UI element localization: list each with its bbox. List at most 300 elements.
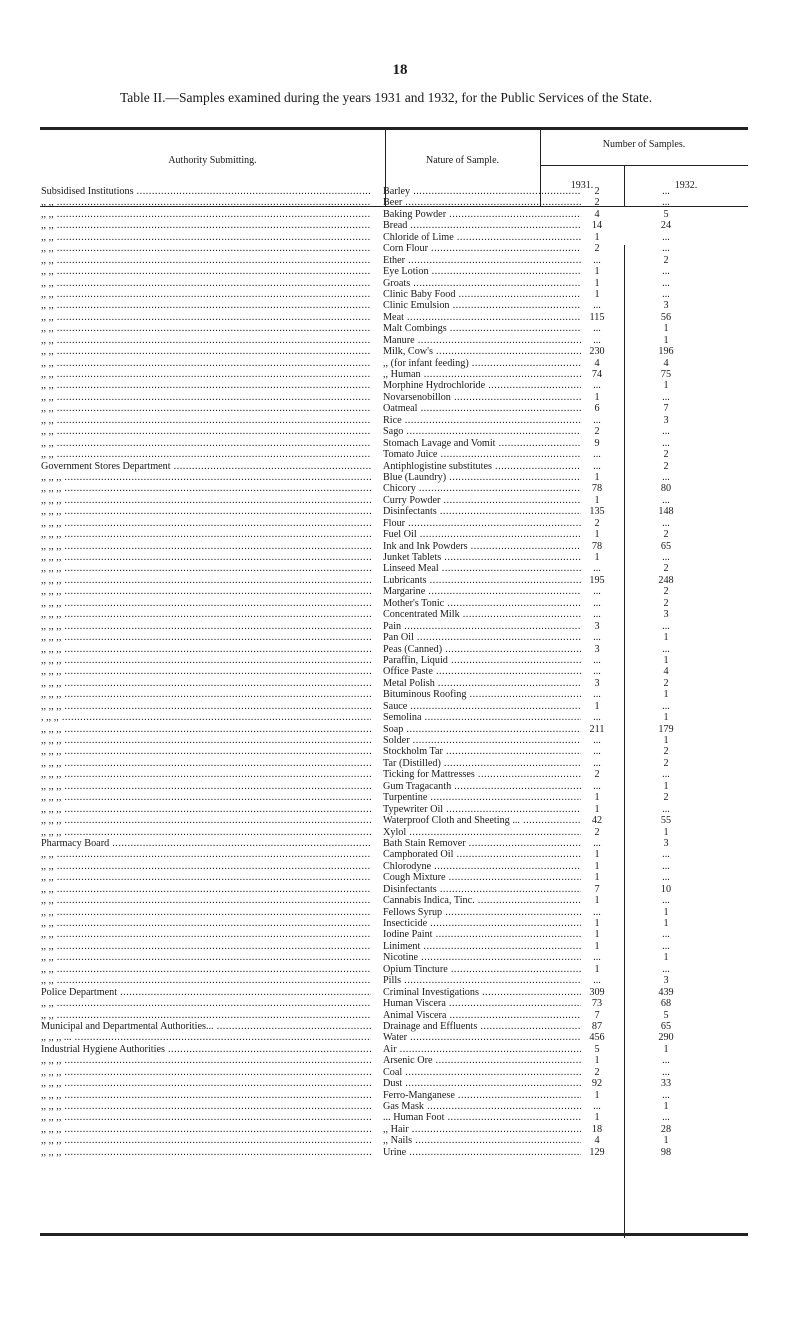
count-1931-cell: 3 — [594, 677, 600, 689]
table-row — [40, 1010, 748, 1021]
number-header-rule — [540, 165, 748, 166]
count-1931-cell: 2 — [594, 1066, 600, 1078]
count-1932-cell: 55 — [660, 815, 672, 827]
count-1932-cell: 80 — [660, 483, 672, 495]
sample-cell: Chlorodyne ..... — [383, 861, 581, 872]
count-1932-cell: 1 — [663, 906, 669, 918]
authority-cell: ,, ,, ..... — [41, 929, 371, 940]
table-row — [40, 1124, 748, 1135]
sample-cell: Mother's Tonic ..... — [383, 598, 581, 609]
table-row — [40, 518, 748, 529]
sample-cell: Dust ..... — [383, 1078, 581, 1089]
authority-cell: ,, ,, ..... — [41, 449, 371, 460]
authority-cell: ,, ,, ,, ..... — [41, 563, 371, 574]
table-row — [40, 998, 748, 1009]
authority-cell: ,, ,, ..... — [41, 312, 371, 323]
count-1931-cell: ... — [593, 323, 601, 335]
authority-cell: ,, ,, ,, ..... — [41, 678, 371, 689]
authority-cell: ,, ,, ..... — [41, 232, 371, 243]
authority-cell: ,, ,, ,, ..... — [41, 735, 371, 746]
count-1931-cell: 1 — [594, 288, 600, 300]
count-1931-cell: 1 — [594, 266, 600, 278]
count-1931-cell: ... — [593, 632, 601, 644]
count-1931-cell: ... — [593, 460, 601, 472]
sample-cell: Linseed Meal ..... — [383, 563, 581, 574]
sample-cell: Bread ..... — [383, 220, 581, 231]
table-row — [40, 323, 748, 334]
count-1932-cell: 2 — [663, 792, 669, 804]
authority-cell: ,, ,, ,, ..... — [41, 746, 371, 757]
table-row — [40, 884, 748, 895]
count-1931-cell: 2 — [594, 243, 600, 255]
sample-cell: Stockholm Tar ..... — [383, 746, 581, 757]
sample-cell: Gum Tragacanth ..... — [383, 781, 581, 792]
count-1931-cell: ... — [593, 975, 601, 987]
count-1931-cell: ... — [593, 906, 601, 918]
count-1931-cell: 1 — [594, 1055, 600, 1067]
authority-cell: ,, ,, ..... — [41, 380, 371, 391]
sample-cell: Ferro-Manganese ..... — [383, 1090, 581, 1101]
table-row — [40, 1101, 748, 1112]
count-1931-cell: 74 — [591, 369, 603, 380]
count-1932-cell: 1 — [663, 780, 669, 792]
authority-cell: ,, ,, ,, ..... — [41, 792, 371, 803]
sample-cell: Cannabis Indica, Tinc. ..... — [383, 895, 581, 906]
count-1932-cell: 1 — [663, 334, 669, 346]
table-row — [40, 827, 748, 838]
count-1931-cell: ... — [593, 837, 601, 849]
count-1931-cell: ... — [593, 712, 601, 724]
header-number: Number of Samples. — [602, 139, 686, 150]
count-1932-cell: 56 — [660, 311, 672, 323]
authority-cell: ,, ,, ,, ..... — [41, 724, 371, 735]
table-row — [40, 838, 748, 849]
table-row — [40, 918, 748, 929]
table-row — [40, 678, 748, 689]
sample-cell: Meat ..... — [383, 312, 581, 323]
authority-cell: ,, ,, ,, ..... — [41, 495, 371, 506]
table-row — [40, 266, 748, 277]
count-1932-cell: 65 — [660, 540, 672, 552]
count-1932-cell: ... — [662, 1112, 670, 1124]
table-row — [40, 987, 748, 998]
count-1931-cell: 7 — [594, 1009, 600, 1021]
count-1932-cell: 3 — [663, 837, 669, 849]
table-row — [40, 952, 748, 963]
authority-cell: ,, ,, ..... — [41, 907, 371, 918]
sample-cell: Animal Viscera ..... — [383, 1010, 581, 1021]
table-row — [40, 461, 748, 472]
count-1932-cell: ... — [662, 288, 670, 300]
count-1931-cell: 1 — [594, 792, 600, 804]
count-1931-cell: ... — [593, 746, 601, 758]
table-row — [40, 746, 748, 757]
sample-cell: Opium Tincture ..... — [383, 964, 581, 975]
sample-cell: Pain ..... — [383, 621, 581, 632]
table-row — [40, 575, 748, 586]
table-row — [40, 289, 748, 300]
count-1932-cell: 1 — [663, 632, 669, 644]
table-row — [40, 929, 748, 940]
count-1931-cell: ... — [593, 1101, 601, 1112]
sample-cell: Milk, Cow's ..... — [383, 346, 581, 357]
sample-cell: Chicory ..... — [383, 483, 581, 494]
authority-cell: ,, ,, ..... — [41, 438, 371, 449]
count-1931-cell: 2 — [594, 197, 600, 209]
authority-cell: ,, ,, ..... — [41, 323, 371, 334]
authority-cell: ,, ,, ,, ..... — [41, 827, 371, 838]
table-row — [40, 689, 748, 700]
count-1931-cell: 3 — [594, 620, 600, 632]
sample-cell: Sauce ..... — [383, 701, 581, 712]
count-1931-cell: 1 — [594, 918, 600, 929]
authority-cell: ,, ,, ..... — [41, 861, 371, 872]
header-1931: 1931. — [570, 180, 594, 191]
count-1932-cell: 1 — [663, 826, 669, 838]
count-1931-cell: 129 — [589, 1146, 605, 1158]
authority-cell: ,, ,, ..... — [41, 266, 371, 277]
count-1932-cell: 179 — [658, 723, 674, 735]
count-1932-cell: 2 — [663, 529, 669, 541]
count-1931-cell: ... — [593, 952, 601, 964]
sample-cell: Gas Mask ..... — [383, 1101, 581, 1112]
sample-cell: Groats ..... — [383, 278, 581, 289]
count-1931-cell: 1 — [594, 803, 600, 815]
authority-cell: ,, ,, ..... — [41, 964, 371, 975]
count-1931-cell: 18 — [591, 1123, 603, 1135]
sample-cell: Curry Powder ..... — [383, 495, 581, 506]
sample-cell: Lubricants ..... — [383, 575, 581, 586]
table-caption: Table II.—Samples examined during the years 1931 and 1932, for the Public Services of the State. — [120, 90, 653, 105]
authority-cell: ,, ,, ..... — [41, 872, 371, 883]
sample-cell: Soap ..... — [383, 724, 581, 735]
authority-cell: ,, ,, ,, ..... — [41, 1147, 371, 1158]
authority-cell: ,, ,, ,, ..... — [41, 804, 371, 815]
count-1932-cell: ... — [662, 471, 670, 483]
authority-cell: ,, ,, ,, ..... — [41, 586, 371, 597]
authority-cell: ,, ,, ..... — [41, 895, 371, 906]
sample-cell: Margarine ..... — [383, 586, 581, 597]
table-row — [40, 186, 748, 197]
count-1931-cell: 230 — [589, 346, 605, 358]
count-1931-cell: ... — [593, 689, 601, 701]
sample-cell: Novarsenobillon ..... — [383, 392, 581, 403]
sample-cell: Beer ..... — [383, 197, 581, 208]
count-1932-cell: 5 — [663, 1009, 669, 1021]
count-1932-cell: 1 — [663, 654, 669, 666]
sample-cell: Waterproof Cloth and Sheeting ... ..... — [383, 815, 581, 826]
count-1931-cell: 2 — [594, 186, 600, 197]
count-1931-cell: 78 — [591, 483, 603, 495]
count-1932-cell: ... — [662, 426, 670, 438]
table-row — [40, 232, 748, 243]
authority-cell: ,, ,, ..... — [41, 346, 371, 357]
table-row — [40, 758, 748, 769]
table-row — [40, 449, 748, 460]
count-1932-cell: ... — [662, 620, 670, 632]
count-1931-cell: 195 — [589, 574, 605, 586]
authority-cell: ,, ,, ..... — [41, 255, 371, 266]
table-row — [40, 415, 748, 426]
count-1932-cell: 75 — [660, 369, 672, 380]
count-1931-cell: ... — [593, 597, 601, 609]
table-row — [40, 941, 748, 952]
sample-cell: Antiphlogistine substitutes ..... — [383, 461, 581, 472]
count-1932-cell: 2 — [663, 586, 669, 598]
sample-cell: Coal ..... — [383, 1067, 581, 1078]
count-1932-cell: 2 — [663, 254, 669, 266]
count-1932-cell: ... — [662, 643, 670, 655]
count-1931-cell: ... — [593, 609, 601, 621]
count-1931-cell: ... — [593, 300, 601, 312]
count-1932-cell: ... — [662, 929, 670, 941]
sample-cell: ,, Nails ..... — [383, 1135, 581, 1146]
sample-cell: Oatmeal ..... — [383, 403, 581, 414]
authority-cell: ,, ,, ..... — [41, 197, 371, 208]
count-1931-cell: 456 — [589, 1032, 605, 1044]
sample-cell: Concentrated Milk ..... — [383, 609, 581, 620]
count-1932-cell: 3 — [663, 300, 669, 312]
authority-cell: ,, ,, ,, ..... — [41, 483, 371, 494]
count-1932-cell: ... — [662, 872, 670, 884]
count-1932-cell: ... — [662, 769, 670, 781]
table-row — [40, 632, 748, 643]
table-row — [40, 495, 748, 506]
count-1931-cell: ... — [593, 654, 601, 666]
authority-cell: ,, ,, ..... — [41, 335, 371, 346]
authority-cell: Police Department ..... — [41, 987, 371, 998]
count-1932-cell: 28 — [660, 1123, 672, 1135]
count-1932-cell: ... — [662, 1055, 670, 1067]
count-1932-cell: 68 — [660, 998, 672, 1010]
sample-cell: Iodine Paint ..... — [383, 929, 581, 940]
count-1931-cell: ... — [593, 780, 601, 792]
sample-cell: Baking Powder ..... — [383, 209, 581, 220]
authority-cell: ,, ,, ..... — [41, 849, 371, 860]
table-row — [40, 380, 748, 391]
count-1932-cell: ... — [662, 895, 670, 907]
sample-cell: Tomato Juice ..... — [383, 449, 581, 460]
count-1932-cell: ... — [662, 940, 670, 952]
count-1932-cell: 24 — [660, 220, 672, 232]
count-1932-cell: ... — [662, 860, 670, 872]
header-nature: Nature of Sample. — [425, 155, 500, 166]
sample-cell: Cough Mixture ..... — [383, 872, 581, 883]
authority-cell: ,, ,, ,, ..... — [41, 609, 371, 620]
authority-cell: ,, ,, ,, ..... — [41, 1090, 371, 1101]
table-row — [40, 1032, 748, 1043]
count-1932-cell: 7 — [663, 403, 669, 415]
table-row — [40, 506, 748, 517]
authority-cell: ,, ,, ..... — [41, 426, 371, 437]
authority-cell: ,, ,, ,, ..... — [41, 552, 371, 563]
sample-cell: Bituminous Roofing ..... — [383, 689, 581, 700]
count-1932-cell: 148 — [658, 506, 674, 518]
table-row — [40, 426, 748, 437]
table-row — [40, 769, 748, 780]
count-1931-cell: ... — [593, 735, 601, 746]
sample-cell: Morphine Hydrochloride ..... — [383, 380, 581, 391]
count-1931-cell: 1 — [594, 940, 600, 952]
table-row — [40, 529, 748, 540]
sample-cell: Corn Flour ..... — [383, 243, 581, 254]
count-1932-cell: 3 — [663, 609, 669, 621]
count-1932-cell: 65 — [660, 1020, 672, 1032]
table-row — [40, 895, 748, 906]
count-1932-cell: ... — [662, 517, 670, 529]
table-row — [40, 724, 748, 735]
table-row — [40, 655, 748, 666]
sample-cell: Camphorated Oil ..... — [383, 849, 581, 860]
sample-cell: Flour ..... — [383, 518, 581, 529]
sample-cell: Arsenic Ore ..... — [383, 1055, 581, 1066]
count-1932-cell: 1 — [663, 735, 669, 746]
sample-cell: Manure ..... — [383, 335, 581, 346]
count-1932-cell: ... — [662, 437, 670, 449]
sample-cell: Insecticide ..... — [383, 918, 581, 929]
count-1932-cell: 2 — [663, 757, 669, 769]
authority-cell: ,, ,, ,, ..... — [41, 644, 371, 655]
table-row — [40, 735, 748, 746]
count-1932-cell: 248 — [658, 574, 674, 586]
count-1931-cell: ... — [593, 666, 601, 678]
count-1932-cell: ... — [662, 391, 670, 403]
authority-cell: ,, ,, ,, ..... — [41, 472, 371, 483]
sample-cell: Sago ..... — [383, 426, 581, 437]
count-1932-cell: ... — [662, 1066, 670, 1078]
table-row — [40, 804, 748, 815]
table-row — [40, 781, 748, 792]
count-1931-cell: ... — [593, 334, 601, 346]
table-row — [40, 197, 748, 208]
table-row — [40, 209, 748, 220]
table-row — [40, 861, 748, 872]
header-1932: 1932. — [674, 180, 698, 191]
count-1931-cell: 2 — [594, 426, 600, 438]
sample-cell: Drainage and Effluents ..... — [383, 1021, 581, 1032]
authority-cell: ,, ,, ..... — [41, 415, 371, 426]
authority-cell: ,, ,, ..... — [41, 975, 371, 986]
table-row — [40, 964, 748, 975]
count-1931-cell: 1 — [594, 471, 600, 483]
authority-cell: Pharmacy Board ..... — [41, 838, 371, 849]
table-row — [40, 472, 748, 483]
count-1932-cell: ... — [662, 1089, 670, 1101]
sample-cell: Criminal Investigations ..... — [383, 987, 581, 998]
table-row — [40, 644, 748, 655]
table-row — [40, 243, 748, 254]
sample-cell: Pills ..... — [383, 975, 581, 986]
count-1931-cell: 2 — [594, 769, 600, 781]
count-1931-cell: 1 — [594, 700, 600, 712]
sample-cell: Rice ..... — [383, 415, 581, 426]
count-1932-cell: ... — [662, 197, 670, 209]
count-1931-cell: 14 — [591, 220, 603, 232]
table-row — [40, 1044, 748, 1055]
sample-cell: Chloride of Lime ..... — [383, 232, 581, 243]
sample-cell: Peas (Canned) ..... — [383, 644, 581, 655]
table-row — [40, 849, 748, 860]
authority-cell: ,, ,, ..... — [41, 209, 371, 220]
count-1932-cell: 2 — [663, 563, 669, 575]
count-1932-cell: 4 — [663, 666, 669, 678]
table-row — [40, 666, 748, 677]
table-row — [40, 563, 748, 574]
authority-cell: ,, ,, ,, ..... — [41, 1067, 371, 1078]
count-1931-cell: 1 — [594, 529, 600, 541]
table-row — [40, 541, 748, 552]
sample-cell: Barley ..... — [383, 186, 581, 197]
table-row — [40, 1067, 748, 1078]
sample-cell: Tar (Distilled) ..... — [383, 758, 581, 769]
count-1932-cell: 1 — [663, 918, 669, 929]
table-row — [40, 220, 748, 231]
table-body — [40, 186, 748, 1158]
sample-cell: Xylol ..... — [383, 827, 581, 838]
sample-cell: Pan Oil ..... — [383, 632, 581, 643]
count-1931-cell: 1 — [594, 872, 600, 884]
table-row — [40, 1112, 748, 1123]
authority-cell: ,, ,, ..... — [41, 918, 371, 929]
authority-cell: ,, ,, ..... — [41, 1010, 371, 1021]
sample-cell: Blue (Laundry) ..... — [383, 472, 581, 483]
count-1931-cell: 1 — [594, 860, 600, 872]
count-1932-cell: 3 — [663, 975, 669, 987]
count-1931-cell: 3 — [594, 643, 600, 655]
count-1931-cell: 6 — [594, 403, 600, 415]
sample-cell: Liniment ..... — [383, 941, 581, 952]
authority-cell: ,, ,, ,, ..... — [41, 655, 371, 666]
authority-cell: ,, ,, ..... — [41, 952, 371, 963]
authority-cell: ,, ,, ,, ..... — [41, 621, 371, 632]
count-1931-cell: 1 — [594, 1112, 600, 1124]
count-1932-cell: 1 — [663, 323, 669, 335]
count-1931-cell: 1 — [594, 391, 600, 403]
count-1932-cell: 1 — [663, 380, 669, 392]
table-row — [40, 701, 748, 712]
table-row — [40, 792, 748, 803]
count-1932-cell: 33 — [660, 1078, 672, 1090]
count-1931-cell: 1 — [594, 849, 600, 861]
count-1931-cell: 87 — [591, 1020, 603, 1032]
authority-cell: ,, ,, ,, ..... — [41, 1124, 371, 1135]
table-row — [40, 300, 748, 311]
count-1931-cell: 211 — [589, 723, 605, 735]
authority-cell: ,, ,, ..... — [41, 403, 371, 414]
authority-cell: ,, ,, ..... — [41, 998, 371, 1009]
count-1932-cell: 1 — [663, 712, 669, 724]
count-1931-cell: ... — [593, 449, 601, 461]
count-1931-cell: 92 — [591, 1078, 603, 1090]
table-row — [40, 346, 748, 357]
count-1932-cell: 196 — [658, 346, 674, 358]
sample-cell: Paraffin, Liquid ..... — [383, 655, 581, 666]
table-row — [40, 335, 748, 346]
count-1932-cell: 1 — [663, 1101, 669, 1112]
count-1931-cell: 42 — [591, 815, 603, 827]
sample-cell: Disinfectants ..... — [383, 506, 581, 517]
count-1931-cell: 73 — [591, 998, 603, 1010]
authority-cell: ,, ,, ..... — [41, 358, 371, 369]
authority-cell: Government Stores Department ..... — [41, 461, 371, 472]
table-row — [40, 1147, 748, 1158]
count-1932-cell: 1 — [663, 689, 669, 701]
count-1932-cell: ... — [662, 552, 670, 563]
table-row — [40, 815, 748, 826]
authority-cell: ,, ,, ,, ..... — [41, 758, 371, 769]
count-1931-cell: 2 — [594, 517, 600, 529]
authority-cell: ,, ,, ,, ..... — [41, 1112, 371, 1123]
